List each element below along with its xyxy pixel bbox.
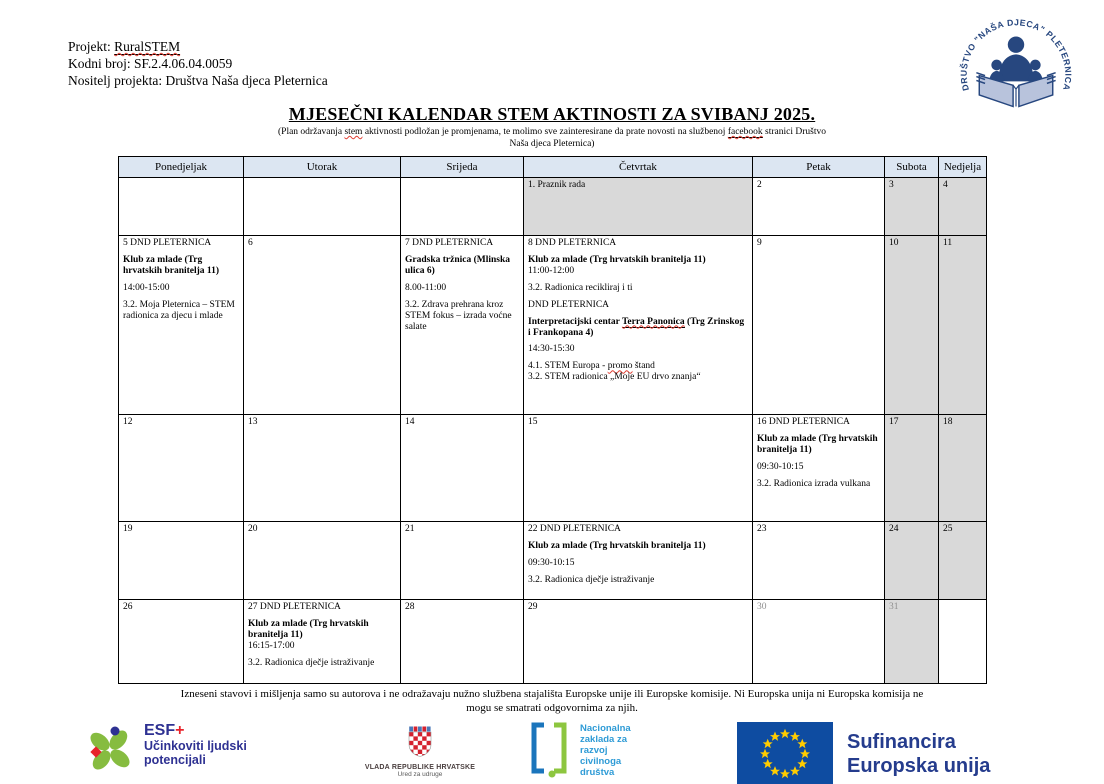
calendar-entry-text: 18: [943, 417, 953, 427]
nacionalna-zaklada-logo: [527, 721, 631, 779]
calendar-day-cell: [401, 236, 524, 415]
calendar-entry-line: [248, 658, 396, 669]
calendar-entry-line: [405, 602, 519, 613]
calendar-entry-text: Terra Panonica: [621, 316, 685, 327]
calendar-entry-line: [528, 180, 748, 191]
calendar-week-row: [119, 415, 987, 522]
calendar-entry-line: [528, 524, 748, 535]
calendar-day-cell: [753, 522, 885, 600]
calendar-entry-line: [528, 283, 748, 294]
zaklada-line: Nacionalna: [580, 723, 631, 734]
calendar-entry-text: 13: [248, 417, 258, 427]
calendar-entry-text: 3.2. Radionica dječje istraživanje: [528, 574, 655, 585]
calendar-entry-text: DND PLETERNICA: [528, 299, 610, 310]
calendar-week-row: [119, 236, 987, 415]
esf-pinwheel-icon: [84, 723, 136, 775]
calendar-entry-text: 24: [889, 524, 899, 534]
calendar-day-cell: [119, 600, 244, 684]
calendar-entry-text: 19: [123, 524, 133, 534]
calendar-entry-text: Klub za mlade (Trg hrvatskih branitelja 11): [528, 254, 706, 265]
calendar-entry-text: 23: [757, 524, 767, 534]
calendar-day-cell: [885, 600, 939, 684]
calendar-entry-text: 27 DND PLETERNICA: [248, 602, 341, 612]
calendar-entry-line: [248, 641, 396, 652]
calendar-day-cell: [244, 236, 401, 415]
holder-line: Nositelj projekta: Društva Naša djeca Pleternica: [68, 73, 328, 88]
croatia-coat-of-arms-icon: [408, 726, 432, 757]
calendar-entry-text: 3.2. Radionica dječje istraživanje: [248, 657, 375, 668]
calendar-entry-text: 9: [757, 238, 762, 248]
calendar-entry-line: [943, 524, 982, 535]
zaklada-line: društva: [580, 767, 615, 778]
calendar-entry-text: 14:00-15:00: [123, 282, 170, 293]
code-line: Kodni broj: SF.2.4.06.04.0059: [68, 56, 233, 71]
calendar-entry-text: 09:30-10:15: [757, 461, 804, 472]
calendar-entry-line: [757, 602, 880, 613]
calendar-entry-line: [528, 238, 748, 249]
calendar-entry-line: [123, 524, 239, 535]
calendar-entry-line: [757, 434, 880, 456]
eu-line1: Sufinancira: [847, 731, 956, 753]
calendar-day-cell: [244, 600, 401, 684]
calendar-entry-line: [528, 266, 748, 277]
calendar-entry-text: Klub za mlade (Trg hrvatskih branitelja 11): [757, 433, 878, 455]
calendar-entry-text: 12: [123, 417, 133, 427]
calendar-entry-line: [757, 238, 880, 249]
calendar-day-cell: [753, 415, 885, 522]
calendar-week-row: [119, 178, 987, 236]
calendar-entry-text: 4: [943, 180, 948, 190]
calendar-entry-text: 17: [889, 417, 899, 427]
calendar-entry-line: [889, 417, 934, 428]
subtitle-line2: Naša djeca Pleternica): [509, 138, 595, 149]
esf-subtitle-line2: potencijali: [144, 753, 206, 767]
calendar-entry-line: [889, 602, 934, 613]
page-title: MJESEČNI KALENDAR STEM AKTINOSTI ZA SVIBANJ 2025.: [288, 104, 816, 124]
weekday-header: Nedjelja: [939, 157, 987, 178]
calendar-entry-text: 31: [889, 602, 899, 612]
calendar-day-cell: [885, 178, 939, 236]
calendar-entry-line: [889, 180, 934, 191]
calendar-day-cell: [939, 178, 987, 236]
calendar-entry-line: [405, 300, 519, 333]
calendar-entry-text: štand: [632, 361, 655, 372]
subtitle-stem-word: stem: [344, 127, 363, 137]
calendar-entry-line: [528, 575, 748, 586]
calendar-entry-line: [528, 255, 748, 266]
calendar-week-row: [119, 600, 987, 684]
weekday-header-row: [119, 157, 987, 178]
esf-subtitle-line1: Učinkoviti ljudski: [144, 739, 247, 753]
calendar-entry-text: 6: [248, 238, 253, 248]
calendar-entry-line: [405, 283, 519, 294]
calendar-day-cell: [401, 415, 524, 522]
calendar-entry-line: [405, 524, 519, 535]
calendar-entry-text: Klub za mlade (Trg hrvatskih branitelja 11): [528, 540, 706, 551]
calendar-entry-text: 15: [528, 417, 538, 427]
calendar-entry-text: 3.2. Zdrava prehrana kroz STEM fokus – izrada voćne salate: [405, 299, 512, 332]
calendar-entry-text: 8 DND PLETERNICA: [528, 238, 617, 248]
esf-logo: [84, 723, 247, 775]
calendar-day-cell: [401, 522, 524, 600]
vlada-line2: Ured za udruge: [397, 771, 443, 778]
calendar-entry-line: [889, 238, 934, 249]
calendar-day-cell: [244, 178, 401, 236]
calendar-day-cell: [753, 178, 885, 236]
calendar-entry-text: 21: [405, 524, 415, 534]
calendar-day-cell: [939, 522, 987, 600]
calendar-day-cell: [401, 600, 524, 684]
calendar-day-cell: [119, 415, 244, 522]
calendar-day-cell: [939, 600, 987, 684]
calendar-entry-line: [528, 558, 748, 569]
calendar-entry-text: 30: [757, 602, 767, 612]
vlada-rh-logo: [330, 726, 510, 778]
project-meta: [68, 38, 328, 89]
calendar-day-cell: [524, 236, 753, 415]
weekday-header: Ponedjeljak: [119, 157, 244, 178]
weekday-header: Subota: [885, 157, 939, 178]
weekday-header: Srijeda: [401, 157, 524, 178]
calendar-day-cell: [939, 415, 987, 522]
calendar-entry-text: 8.00-11:00: [405, 282, 447, 293]
calendar-day-cell: [119, 522, 244, 600]
calendar-day-cell: [885, 236, 939, 415]
calendar-entry-text: 4.1. STEM Europa -: [528, 361, 608, 372]
eu-disclaimer: [0, 687, 1104, 715]
calendar-entry-line: [123, 602, 239, 613]
calendar-table: [118, 156, 987, 684]
zaklada-line: razvoj: [580, 745, 608, 756]
calendar-day-cell: [244, 415, 401, 522]
zaklada-line: civilnoga: [580, 756, 622, 767]
calendar-day-cell: [524, 522, 753, 600]
calendar-entry-text: 11:00-12:00: [528, 265, 575, 276]
esf-name: ESF+: [144, 722, 185, 739]
calendar-entry-text: Klub za mlade (Trg hrvatskih branitelja 11): [248, 618, 369, 640]
calendar-day-cell: [885, 415, 939, 522]
calendar-day-cell: [524, 178, 753, 236]
calendar-entry-text: 3.2. STEM radionica „Moje EU drvo znanja“: [528, 372, 701, 383]
calendar-entry-line: [943, 417, 982, 428]
weekday-header: Četvrtak: [524, 157, 753, 178]
calendar-entry-line: [123, 283, 239, 294]
calendar-entry-text: 29: [528, 602, 538, 612]
calendar-entry-line: [889, 524, 934, 535]
calendar-entry-text: 10: [889, 238, 899, 248]
calendar-entry-line: [943, 180, 982, 191]
page-subtitle: [0, 127, 1104, 150]
calendar-day-cell: [244, 522, 401, 600]
calendar-entry-text: Klub za mlade (Trg hrvatskih branitelja 11): [123, 254, 220, 276]
calendar-entry-line: [528, 602, 748, 613]
weekday-header: Utorak: [244, 157, 401, 178]
calendar-entry-line: [757, 524, 880, 535]
calendar-entry-line: [405, 255, 519, 277]
subtitle-facebook-word: facebook: [727, 127, 763, 137]
calendar-day-cell: [753, 600, 885, 684]
weekday-header: Petak: [753, 157, 885, 178]
calendar-entry-line: [248, 238, 396, 249]
calendar-entry-text: 3: [889, 180, 894, 190]
calendar-entry-text: 1. Praznik rada: [528, 180, 586, 190]
calendar-entry-line: [528, 541, 748, 552]
calendar-entry-line: [528, 361, 748, 372]
calendar-entry-text: 16 DND PLETERNICA: [757, 417, 850, 427]
calendar-day-cell: [524, 600, 753, 684]
eu-cofinancing-logo: [737, 722, 990, 784]
zaklada-line: zaklada za: [580, 734, 627, 745]
calendar-day-cell: [753, 236, 885, 415]
calendar-entry-line: [528, 417, 748, 428]
calendar-entry-text: Interpretacijski centar: [528, 316, 622, 327]
calendar-entry-line: [528, 372, 748, 383]
calendar-entry-text: 14:30-15:30: [528, 344, 575, 355]
calendar-day-cell: [401, 178, 524, 236]
subtitle-line1: (Plan održavanja stem aktivnosti podložan je promjenama, te molimo sve zainteresirane da prate novosti na službenoj facebook stranici Društvo: [278, 127, 826, 137]
calendar-entry-line: [757, 479, 880, 490]
eu-text: [847, 730, 990, 778]
calendar-entry-line: [405, 238, 519, 249]
calendar-entry-text: 2: [757, 180, 762, 190]
calendar-entry-text: promo: [607, 361, 633, 372]
calendar-entry-line: [528, 344, 748, 355]
calendar-entry-line: [123, 255, 239, 277]
disclaimer-line1: Izneseni stavovi i mišljenja samo su autorova i ne odražavaju nužno službena stajališta Europske unije ili Europske komisije. Ni Europska unija ni Europska komisija ne: [180, 688, 924, 700]
calendar-entry-text: 16:15-17:00: [248, 640, 295, 651]
calendar-entry-text: 7 DND PLETERNICA: [405, 238, 494, 248]
calendar-entry-line: [248, 417, 396, 428]
calendar-entry-text: 5 DND PLETERNICA: [123, 238, 212, 248]
svg-text:DRUŠTVO "NAŠA DJECA" PLETERNIC: DRUŠTVO "NAŠA DJECA" PLETERNICA: [958, 17, 1074, 92]
esf-text: [144, 723, 247, 767]
calendar-entry-line: [757, 462, 880, 473]
zaklada-text: [580, 723, 631, 778]
calendar-entry-text: 22 DND PLETERNICA: [528, 524, 621, 534]
calendar-day-cell: [885, 522, 939, 600]
calendar-entry-text: 3.2. Moja Pleternica – STEM radionica za djecu i mlade: [123, 299, 235, 321]
calendar-entry-line: [248, 602, 396, 613]
project-line: [68, 38, 328, 55]
calendar-entry-line: [528, 317, 748, 339]
calendar-entry-line: [757, 180, 880, 191]
disclaimer-line2: mogu se smatrati odgovornima za njih.: [466, 702, 638, 714]
calendar-day-cell: [939, 236, 987, 415]
calendar-entry-line: [123, 300, 239, 322]
vlada-line1: VLADA REPUBLIKE HRVATSKE: [364, 764, 476, 771]
calendar-entry-text: 3.2. Radionica izrada vulkana: [757, 478, 871, 489]
calendar-entry-text: 3.2. Radionica recikliraj i ti: [528, 282, 633, 293]
calendar-entry-line: [123, 417, 239, 428]
calendar-entry-line: [757, 417, 880, 428]
calendar-entry-text: 26: [123, 602, 133, 612]
calendar-day-cell: [119, 178, 244, 236]
calendar-week-row: [119, 522, 987, 600]
calendar-entry-text: Gradska tržnica (Mlinska ulica 6): [405, 254, 511, 276]
calendar-day-cell: [524, 415, 753, 522]
calendar-entry-text: 14: [405, 417, 415, 427]
calendar-entry-line: [528, 300, 748, 311]
project-name: RuralSTEM: [114, 39, 181, 54]
calendar-entry-text: 28: [405, 602, 415, 612]
project-label: Projekt:: [68, 39, 115, 54]
calendar-entry-line: [248, 524, 396, 535]
eu-line2: Europska unija: [847, 755, 991, 777]
eu-flag-icon: [737, 722, 833, 784]
calendar-entry-line: [943, 238, 982, 249]
calendar-day-cell: [119, 236, 244, 415]
calendar-entry-line: [248, 619, 396, 641]
brackets-icon: [527, 721, 571, 779]
calendar-entry-line: [123, 238, 239, 249]
calendar-entry-text: 09:30-10:15: [528, 557, 575, 568]
calendar-entry-line: [405, 417, 519, 428]
calendar-entry-text: (Trg Zrinskog i Frankopana 4): [528, 316, 745, 338]
calendar-entry-text: 11: [943, 238, 953, 248]
calendar-entry-text: 25: [943, 524, 953, 534]
calendar-entry-text: 20: [248, 524, 258, 534]
